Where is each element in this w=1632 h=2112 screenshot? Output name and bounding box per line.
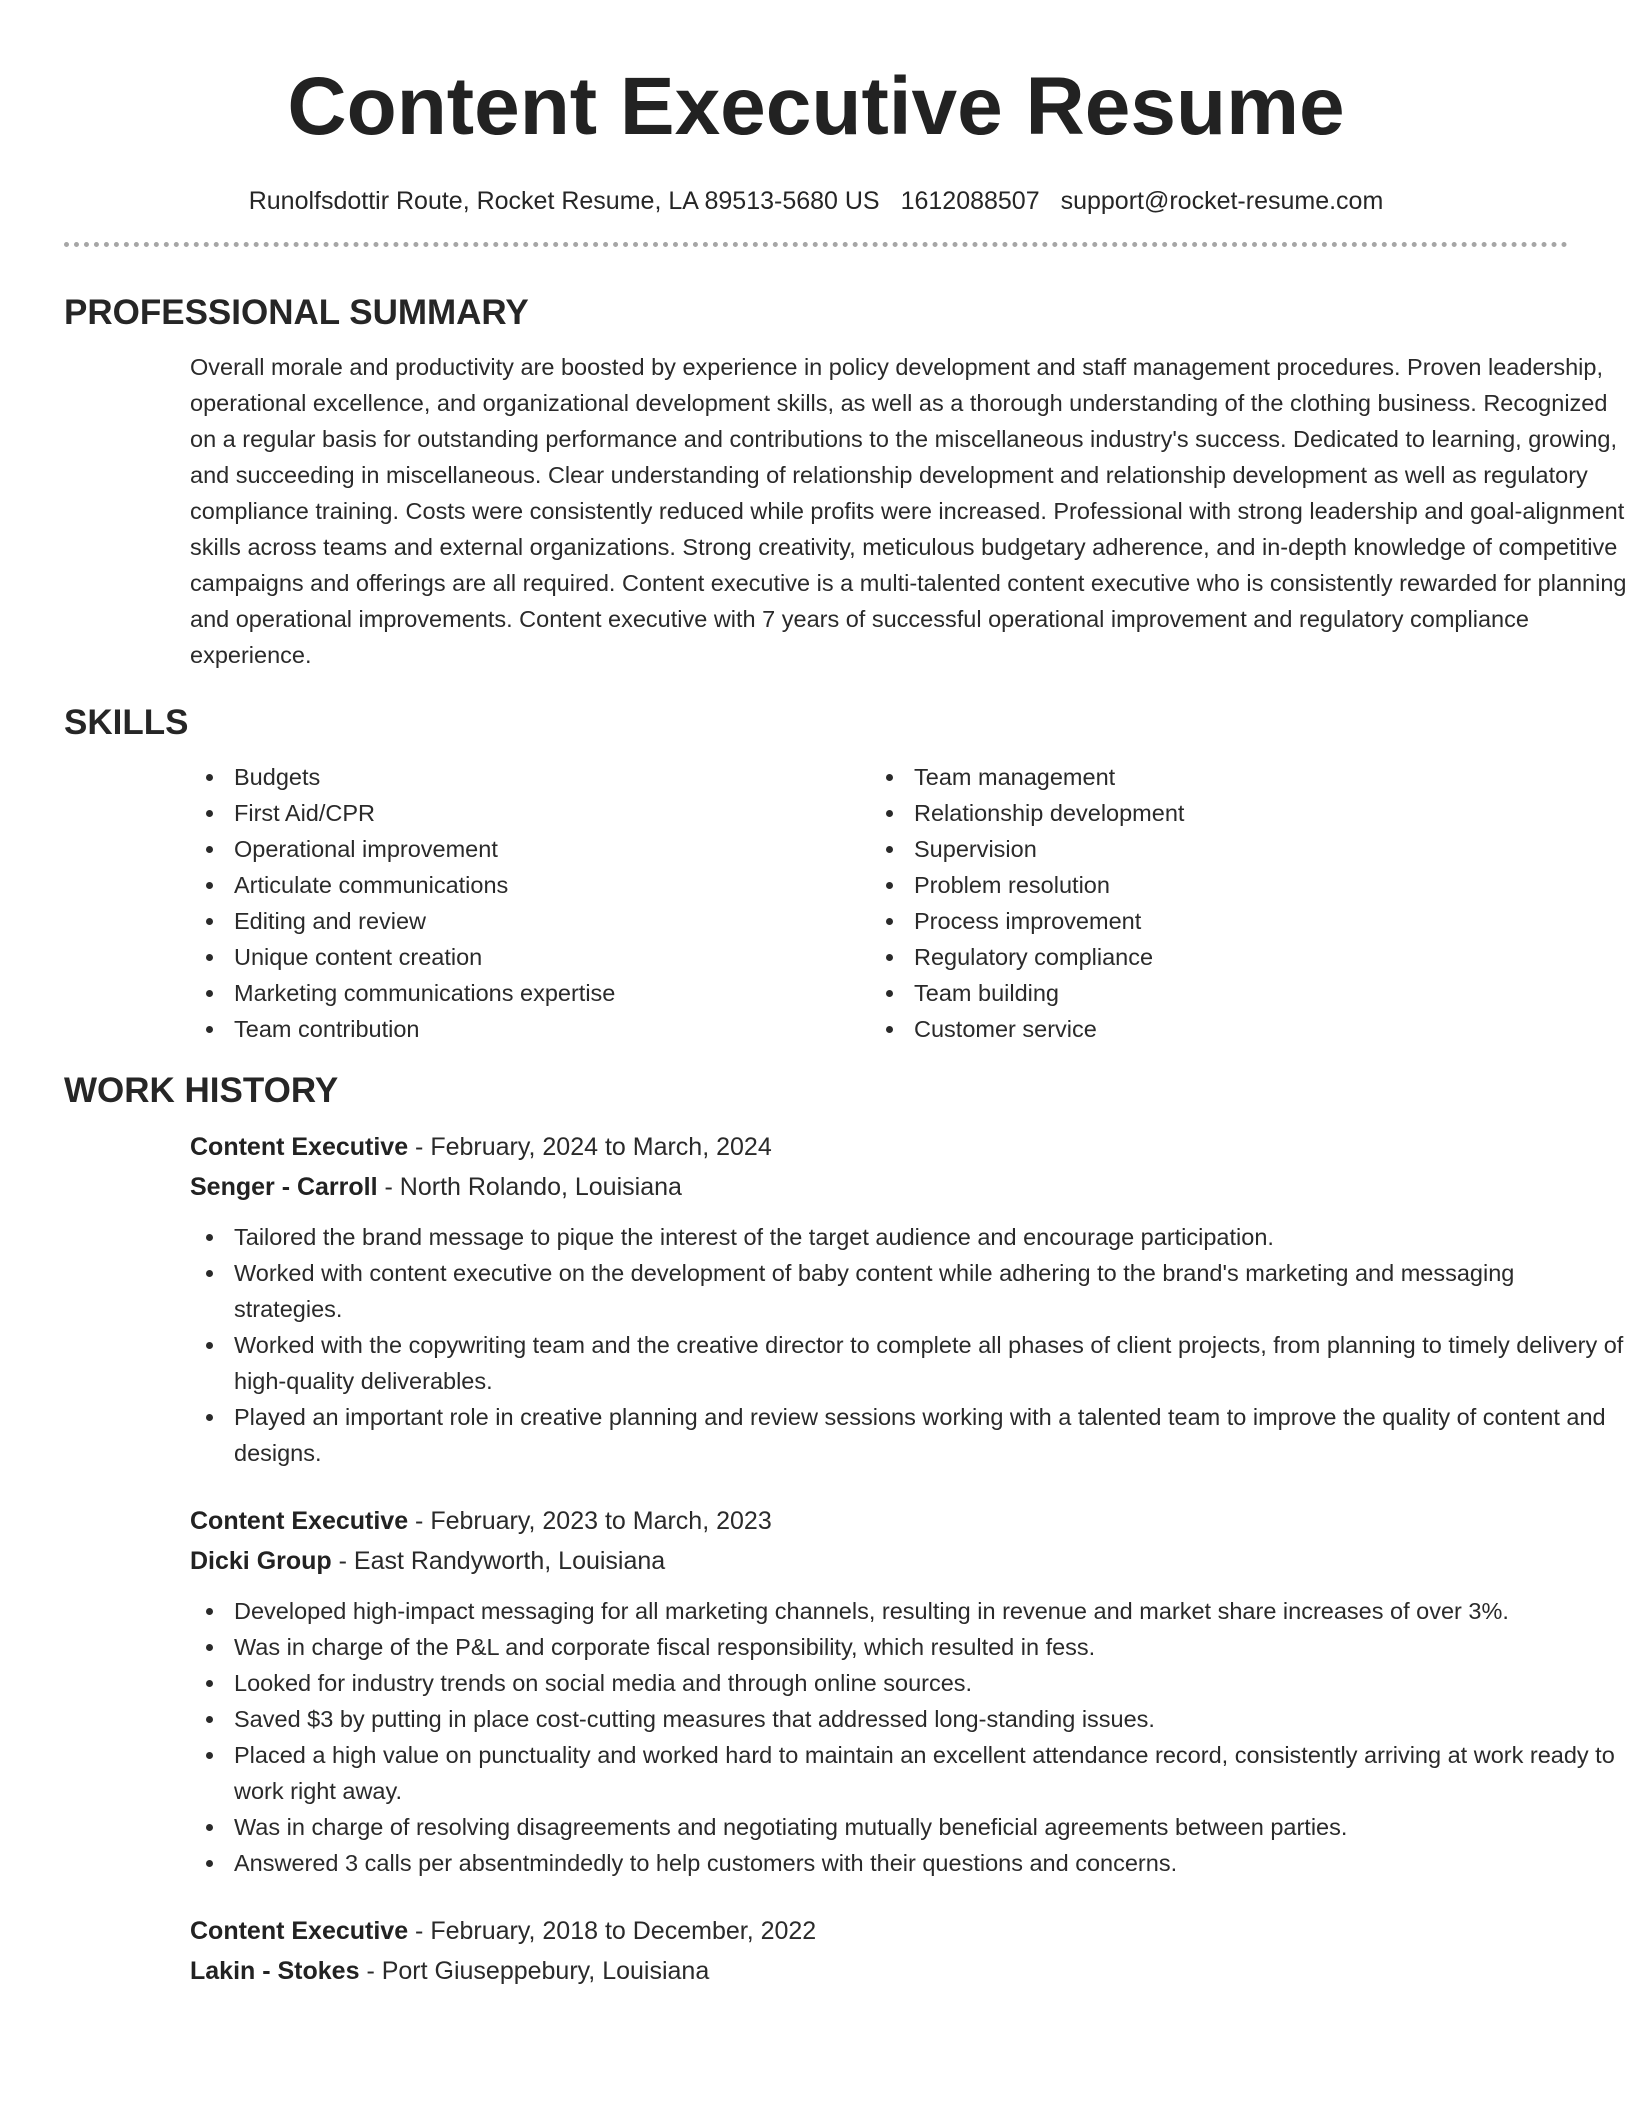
skill-item: Problem resolution xyxy=(870,867,1550,903)
contact-phone: 1612088507 xyxy=(900,187,1040,215)
summary-text: Overall morale and productivity are boosted by experience in policy development and staff management procedures. Proven leadership, operational excellence, and organizational development skills, as well as a thorough understanding of the clothing business. Recognized on a regular basis for outstanding performance and contributions to the miscellaneous industry's success. Dedicated to learning, growing, and succeeding in miscellaneous. Clear understanding of relationship development and relationship development as well as regulatory compliance training. Costs were consistently reduced while profits were increased. Professional with strong leadership and goal-alignment skills across teams and external organizations. Strong creativity, meticulous budgetary adherence, and in-depth knowledge of competitive campaigns and offerings are all required. Content executive is a multi-talented content executive who is consistently rewarded for planning and operational improvements. Content executive with 7 years of successful operational improvement and regulatory compliance experience. xyxy=(190,354,1627,668)
job-title: Content Executive xyxy=(190,1917,409,1945)
duty-item: Looked for industry trends on social media and through online sources. xyxy=(190,1665,1628,1701)
job-title-line xyxy=(190,1911,1628,1951)
skill-item: Process improvement xyxy=(870,903,1550,939)
job-entry xyxy=(190,1911,1628,1991)
duty-item: Worked with content executive on the development of baby content while adhering to the brand's marketing and messaging strategies. xyxy=(190,1255,1628,1327)
skill-item: Supervision xyxy=(870,831,1550,867)
skill-item: Team contribution xyxy=(190,1011,870,1047)
skills-heading: SKILLS xyxy=(64,703,189,742)
skills-column-right xyxy=(870,759,1550,1047)
skill-item: Customer service xyxy=(870,1011,1550,1047)
job-duties xyxy=(190,1219,1628,1471)
skill-item: Unique content creation xyxy=(190,939,870,975)
duty-item: Was in charge of resolving disagreements and negotiating mutually beneficial agreements between parties. xyxy=(190,1809,1628,1845)
contact-address: Runolfsdottir Route, Rocket Resume, LA 89513-5680 US xyxy=(248,187,880,215)
duty-item: Answered 3 calls per absentmindedly to help customers with their questions and concerns. xyxy=(190,1845,1628,1881)
job-entry xyxy=(190,1127,1628,1471)
skill-item: Regulatory compliance xyxy=(870,939,1550,975)
resume-title: Content Executive Resume xyxy=(287,61,1345,152)
job-title: Content Executive xyxy=(190,1507,409,1535)
skill-item: First Aid/CPR xyxy=(190,795,870,831)
job-company-line xyxy=(190,1167,1628,1207)
job-title-line xyxy=(190,1127,1628,1167)
job-duties xyxy=(190,1593,1628,1881)
duty-item: Tailored the brand message to pique the interest of the target audience and encourage participation. xyxy=(190,1219,1628,1255)
duty-item: Played an important role in creative planning and review sessions working with a talented team to improve the quality of content and designs. xyxy=(190,1399,1628,1471)
job-company-line xyxy=(190,1951,1628,1991)
duty-item: Placed a high value on punctuality and worked hard to maintain an excellent attendance record, consistently arriving at work ready to work right away. xyxy=(190,1737,1628,1809)
duty-item: Saved $3 by putting in place cost-cutting measures that addressed long-standing issues. xyxy=(190,1701,1628,1737)
job-entry xyxy=(190,1501,1628,1881)
resume-page xyxy=(64,0,1627,1991)
job-title-line xyxy=(190,1501,1628,1541)
job-dates: - February, 2018 to December, 2022 xyxy=(408,1917,817,1945)
job-dates: - February, 2023 to March, 2023 xyxy=(408,1507,772,1535)
job-company: Lakin - Stokes xyxy=(190,1957,360,1985)
duty-item: Was in charge of the P&L and corporate fiscal responsibility, which resulted in fess. xyxy=(190,1629,1628,1665)
job-location: - North Rolando, Louisiana xyxy=(377,1173,682,1201)
contact-email: support@rocket-resume.com xyxy=(1060,187,1384,215)
skill-item: Marketing communications expertise xyxy=(190,975,870,1011)
job-company: Dicki Group xyxy=(190,1547,332,1575)
job-location: - East Randyworth, Louisiana xyxy=(331,1547,666,1575)
summary-heading: PROFESSIONAL SUMMARY xyxy=(64,293,529,332)
job-location: - Port Giuseppebury, Louisiana xyxy=(359,1957,710,1985)
job-title: Content Executive xyxy=(190,1133,409,1161)
skills-column-left xyxy=(190,759,870,1047)
skill-item: Relationship development xyxy=(870,795,1550,831)
skills-list xyxy=(190,759,1568,1047)
job-company-line xyxy=(190,1541,1628,1581)
duty-item: Worked with the copywriting team and the creative director to complete all phases of client projects, from planning to timely delivery of high-quality deliverables. xyxy=(190,1327,1628,1399)
contact-line xyxy=(64,184,1568,218)
skill-item: Editing and review xyxy=(190,903,870,939)
skill-item: Budgets xyxy=(190,759,870,795)
duty-item: Developed high-impact messaging for all marketing channels, resulting in revenue and market share increases of over 3%. xyxy=(190,1593,1628,1629)
header-divider xyxy=(64,242,1568,247)
job-dates: - February, 2024 to March, 2024 xyxy=(408,1133,772,1161)
work-history-heading: WORK HISTORY xyxy=(64,1071,339,1110)
job-company: Senger - Carroll xyxy=(190,1173,378,1201)
skill-item: Team management xyxy=(870,759,1550,795)
skill-item: Operational improvement xyxy=(190,831,870,867)
skill-item: Team building xyxy=(870,975,1550,1011)
skill-item: Articulate communications xyxy=(190,867,870,903)
